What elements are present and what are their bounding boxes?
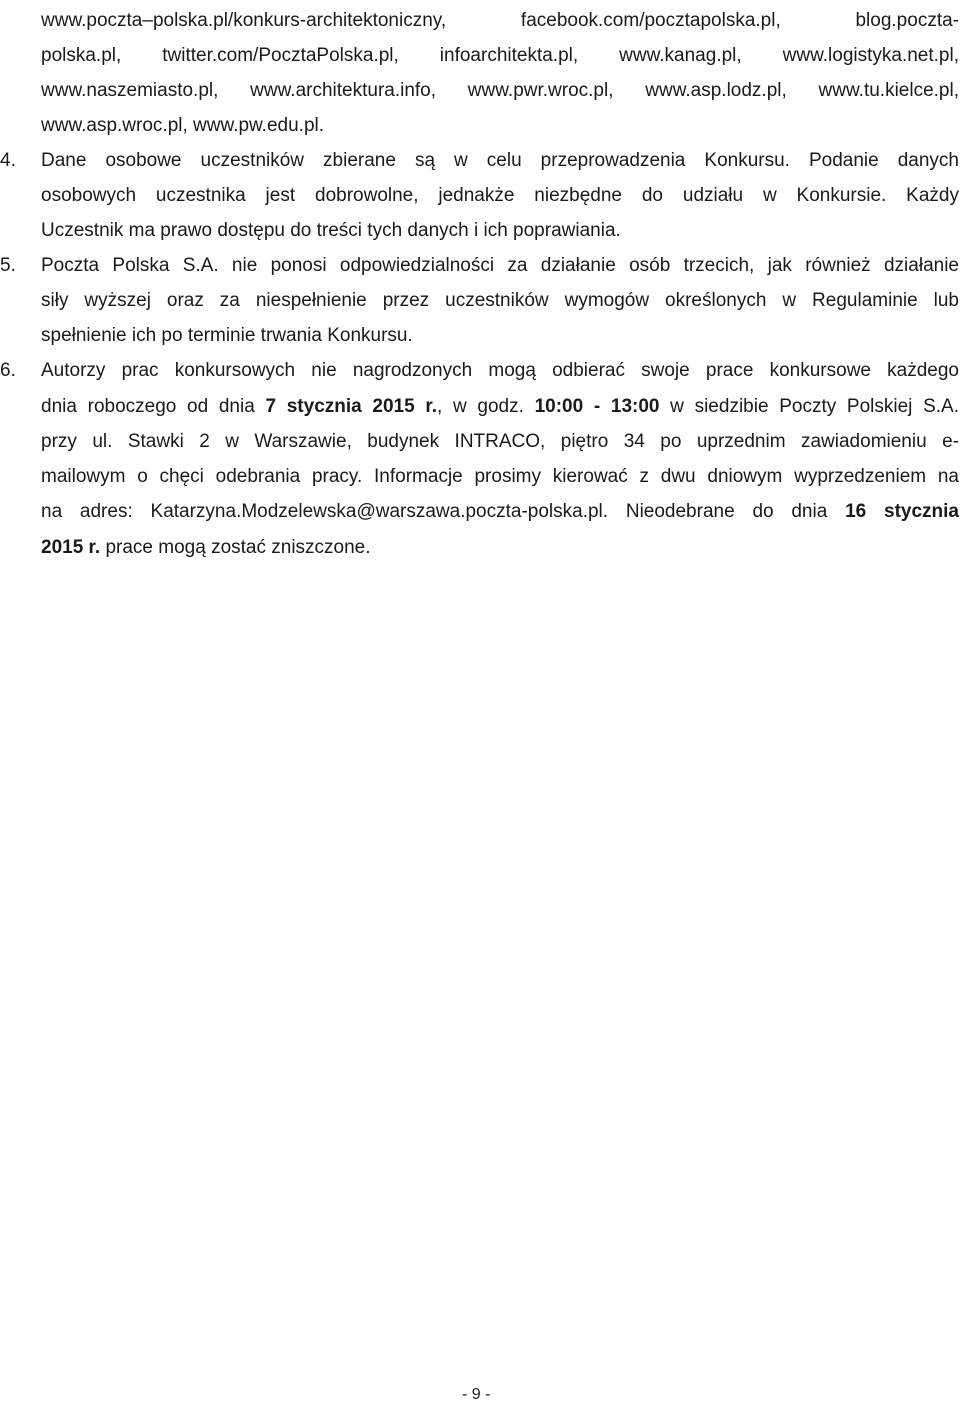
section-6-number: 6. <box>0 360 16 381</box>
section-6-line-6-text-b: prace mogą zostać zniszczone. <box>100 537 371 558</box>
pickup-start-date: 7 stycznia 2015 r. <box>265 396 438 417</box>
links-line-3: www.naszemiasto.pl, www.architektura.info, www.pwr.wroc.pl, www.asp.lodz.pl, www.tu.kielce.pl, <box>41 80 959 101</box>
links-line-2: polska.pl, twitter.com/PocztaPolska.pl, infoarchitekta.pl, www.kanag.pl, www.logistyka.net.pl, <box>41 45 959 66</box>
page-number: - 9 - <box>462 1386 491 1403</box>
links-line-4: www.asp.wroc.pl, www.pw.edu.pl. <box>41 115 325 136</box>
section-6-line-5 <box>41 494 959 530</box>
section-5-line-2: siły wyższej oraz za niespełnienie przez uczestników wymogów określonych w Regulaminie lub <box>41 290 959 311</box>
section-6-line-4: mailowym o chęci odebrania pracy. Informacje prosimy kierować z dwu dniowym wyprzedzeniem na <box>41 466 959 487</box>
section-5-line-3: spełnienie ich po terminie trwania Konkursu. <box>41 325 413 346</box>
section-6-line-6 <box>41 530 959 566</box>
deadline-date: 16 stycznia <box>845 501 959 522</box>
section-4-line-3: Uczestnik ma prawo dostępu do treści tych danych i ich poprawiania. <box>41 220 621 241</box>
section-6-line-2 <box>41 389 959 425</box>
section-6-line-2-text-c: , w godz. <box>437 396 535 417</box>
section-6-line-5-text-a: na adres: Katarzyna.Modzelewska@warszawa.poczta-polska.pl. Nieodebrane do dnia <box>41 501 846 522</box>
section-6-line-2-text-e: w siedzibie Poczty Polskiej S.A. <box>659 396 959 417</box>
section-6-line-3: przy ul. Stawki 2 w Warszawie, budynek INTRACO, piętro 34 po uprzednim zawiadomieniu e- <box>41 431 959 452</box>
section-5-line-1: Poczta Polska S.A. nie ponosi odpowiedzialności za działanie osób trzecich, jak również działanie <box>41 255 959 276</box>
deadline-year: 2015 r. <box>41 537 101 558</box>
section-4-number: 4. <box>0 150 16 171</box>
section-6-line-2-text-a: dnia roboczego od dnia <box>41 396 266 417</box>
section-5-number: 5. <box>0 255 16 276</box>
pickup-hours: 10:00 - 13:00 <box>534 396 660 417</box>
section-4-line-1: Dane osobowe uczestników zbierane są w celu przeprowadzenia Konkursu. Podanie danych <box>41 150 959 171</box>
links-line-1: www.poczta–polska.pl/konkurs-architektoniczny, facebook.com/pocztapolska.pl, blog.poczta- <box>41 10 959 31</box>
section-4-line-2: osobowych uczestnika jest dobrowolne, jednakże niezbędne do udziału w Konkursie. Każdy <box>41 185 959 206</box>
section-6-line-1: Autorzy prac konkursowych nie nagrodzonych mogą odbierać swoje prace konkursowe każdego <box>41 360 959 381</box>
